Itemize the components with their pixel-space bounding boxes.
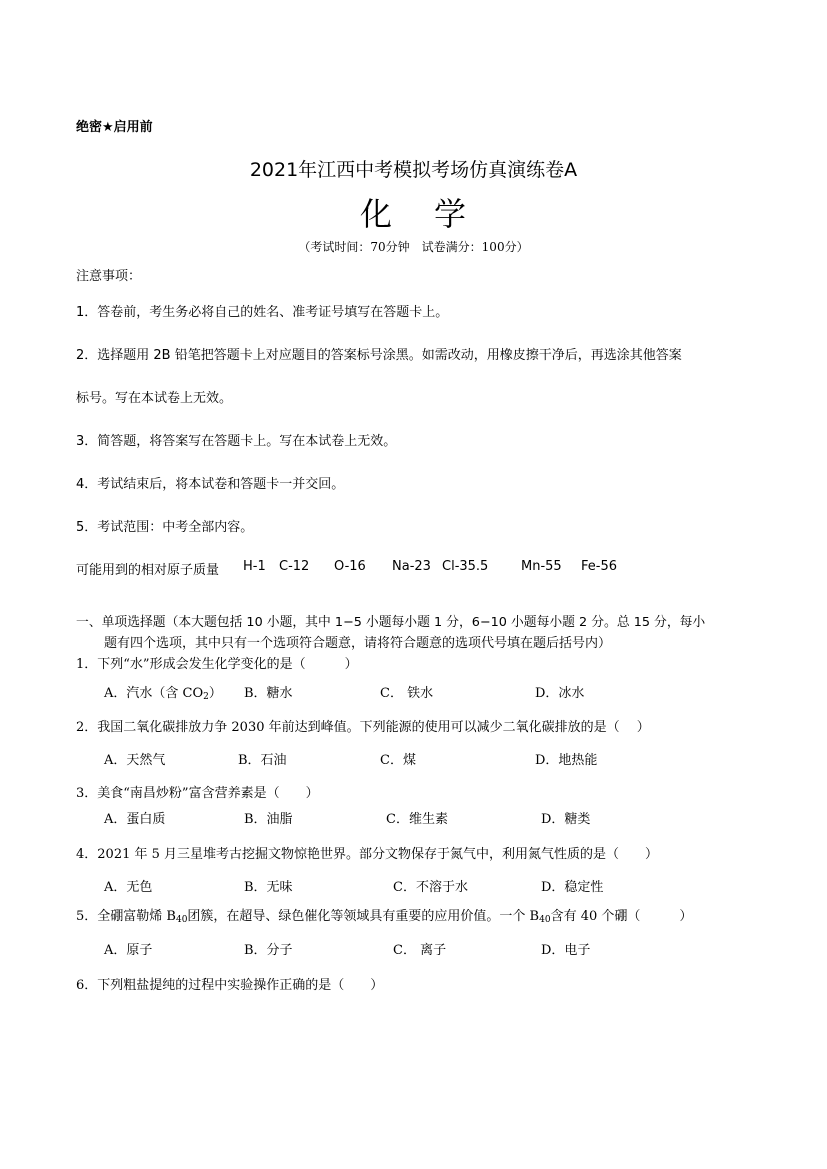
note-item-5: 5．考试范围：中考全部内容。: [76, 520, 254, 535]
subject-char-2: 学: [434, 195, 467, 233]
question-3-option-b: B．油脂: [244, 812, 293, 827]
question-5-option-d: D．电子: [541, 943, 591, 958]
question-2-stem: 2．我国二氧化碳排放力争 2030 年前达到峰值。下列能源的使用可以减少二氧化碳排放的是（ ）: [76, 720, 650, 735]
note-item-4: 4．考试结束后，将本试卷和答题卡一并交回。: [76, 477, 345, 492]
question-3-stem: 3．美食“南昌炒粉”富含营养素是（ ）: [76, 786, 319, 801]
question-4-option-b: B．无味: [244, 880, 293, 895]
subject-char-1: 化: [360, 195, 393, 233]
question-5-option-b: B．分子: [244, 943, 293, 958]
question-5-option-a: A．原子: [104, 943, 153, 958]
atomic-mass-c: C-12: [279, 559, 310, 574]
atomic-mass-h: H-1: [243, 559, 266, 574]
question-1-option-b: B．糖水: [244, 686, 293, 701]
exam-title: 2021年江西中考模拟考场仿真演练卷A: [249, 159, 578, 181]
atomic-mass-o: O-16: [334, 559, 366, 574]
atomic-mass-fe: Fe-56: [581, 559, 617, 574]
atomic-mass-label: 可能用到的相对原子质量: [76, 563, 220, 578]
question-5-option-c: C． 离子: [393, 943, 447, 958]
question-2-option-a: A．天然气: [104, 753, 166, 768]
time-info: （考试时间：70分钟 试卷满分：100分）: [298, 240, 529, 254]
secret-label: 绝密★启用前: [76, 120, 153, 135]
atomic-mass-cl: Cl-35.5: [442, 559, 489, 574]
question-3-option-a: A．蛋白质: [104, 812, 166, 827]
note-item-2: 2．选择题用 2B 铅笔把答题卡上对应题目的答案标号涂黑。如需改动，用橡皮擦干净后，再选涂其他答案: [76, 348, 682, 363]
question-3-option-d: D．糖类: [541, 812, 591, 827]
note-item-3: 3．简答题，将答案写在答题卡上。写在本试卷上无效。: [76, 434, 397, 449]
atomic-mass-na: Na-23: [392, 559, 431, 574]
question-2-option-c: C．煤: [380, 753, 416, 768]
note-item-2-cont: 标号。写在本试卷上无效。: [76, 391, 233, 406]
question-1-option-c: C． 铁水: [380, 686, 434, 701]
notes-heading: 注意事项：: [76, 269, 142, 284]
question-6-stem: 6．下列粗盐提纯的过程中实验操作正确的是（ ）: [76, 978, 384, 993]
question-1-stem: 1．下列“水”形成会发生化学变化的是（ ）: [76, 657, 358, 672]
question-1-option-a: A．汽水（含 $CO_2$）: [104, 686, 222, 702]
section-1-heading: 一、单项选择题（本大题包括 10 小题，其中 1−5 小题每小题 1 分，6−10 小题每小题 2 分。总 15 分，每小: [76, 615, 706, 630]
question-1-option-d: D．冰水: [535, 686, 585, 701]
question-4-option-a: A．无色: [104, 880, 153, 895]
note-item-1: 1．答卷前，考生务必将自己的姓名、准考证号填写在答题卡上。: [76, 305, 449, 320]
question-2-option-b: B．石油: [238, 753, 287, 768]
question-4-option-c: C．不溶于水: [393, 880, 468, 895]
question-3-option-c: C．维生素: [386, 812, 448, 827]
section-1-heading-cont: 题有四个选项，其中只有一个选项符合题意，请将符合题意的选项代号填在题后括号内）: [104, 636, 612, 651]
question-2-option-d: D．地热能: [535, 753, 598, 768]
question-4-option-d: D．稳定性: [541, 880, 604, 895]
question-4-stem: 4．2021 年 5 月三星堆考古挖掘文物惊艳世界。部分文物保存于氮气中，利用氮气性质的是（ ）: [76, 847, 659, 862]
question-5-stem: 5．全硼富勒烯 $B_{40}$团簇，在超导、绿色催化等领域具有重要的应用价值。一个 $B_{40}$含有 40 个硼（ ）: [76, 909, 693, 925]
atomic-mass-mn: Mn-55: [521, 559, 562, 574]
